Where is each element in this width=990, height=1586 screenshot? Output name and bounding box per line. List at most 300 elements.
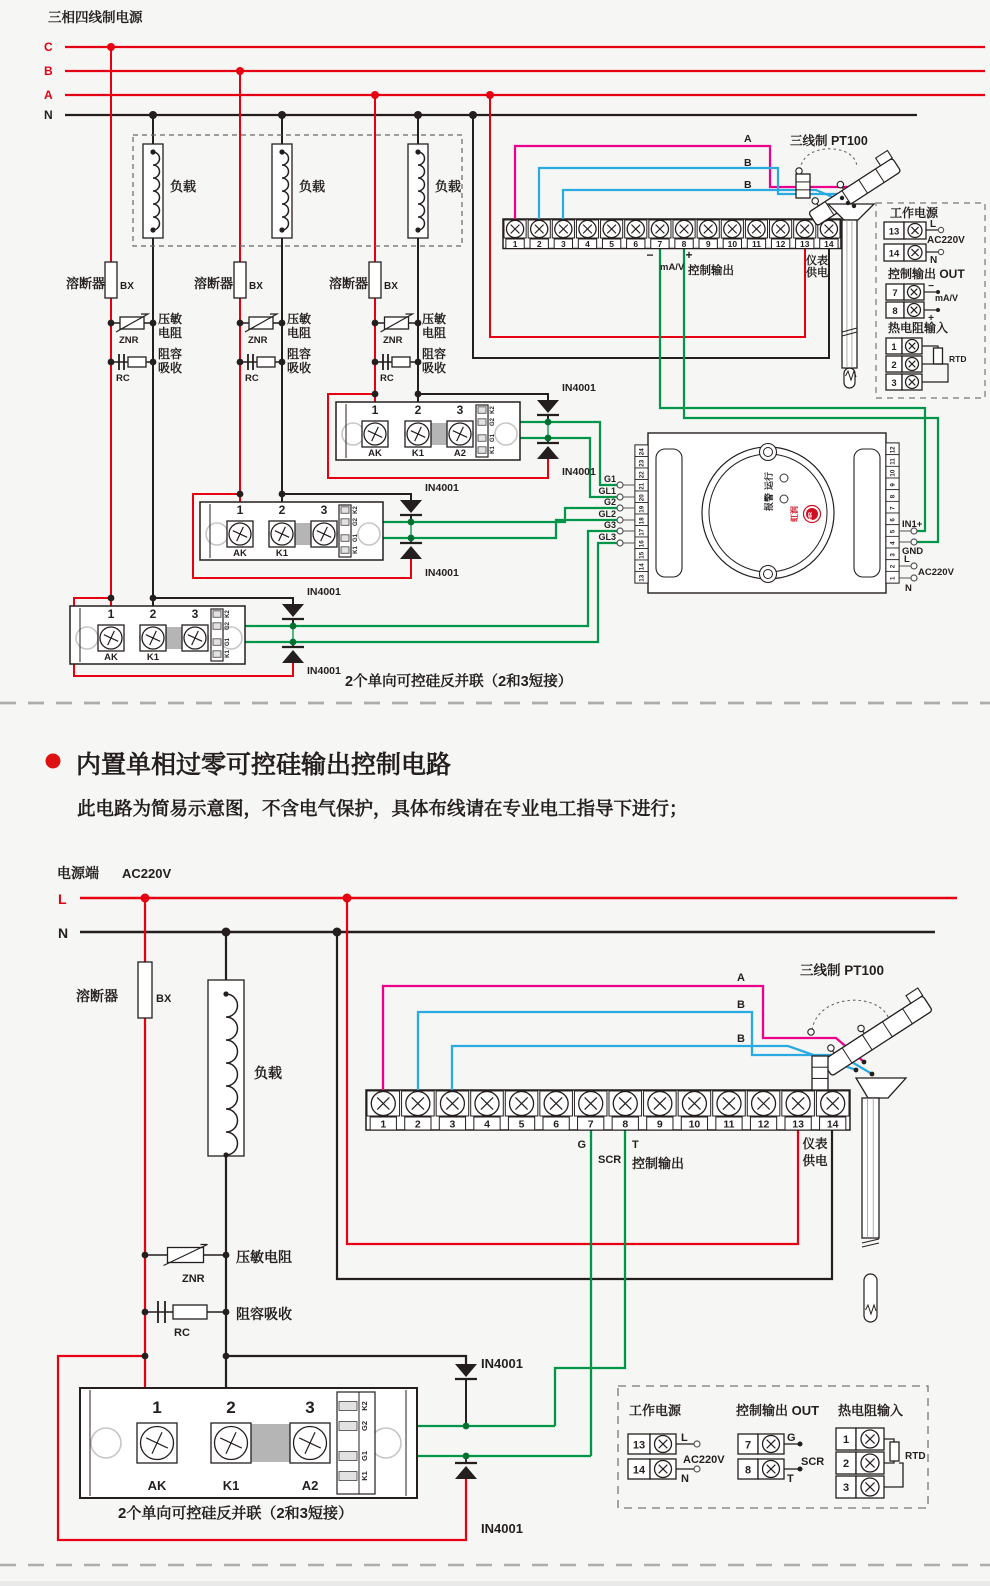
shape-rect xyxy=(173,1305,207,1319)
junction-dot xyxy=(408,519,415,526)
terminal-circle xyxy=(911,539,917,545)
controller-terminal-number: 7 xyxy=(889,506,897,510)
gate-terminal xyxy=(339,1452,357,1461)
label-common-rc: 阻容吸收 xyxy=(236,1306,292,1322)
label-top-mav: mA/V xyxy=(660,262,685,273)
label-top-controller-gnd: GND xyxy=(902,546,924,557)
gate-terminal xyxy=(478,419,486,426)
controller-terminal-number: 17 xyxy=(638,528,646,536)
terminal-number: 14 xyxy=(824,238,834,249)
label-top-panel-t3: 3 xyxy=(891,378,897,389)
label-common-wire_a: A xyxy=(737,972,745,984)
junction-dot xyxy=(290,623,297,630)
label-common-caption: 2个单向可控硅反并联（2和3短接） xyxy=(345,674,573,690)
gate-terminal-label: G2 xyxy=(225,621,231,631)
controller xyxy=(648,433,886,593)
gate-terminal xyxy=(339,1402,357,1411)
junction-dot xyxy=(223,1353,230,1360)
junction-dot xyxy=(846,201,850,205)
wire xyxy=(884,1463,903,1487)
junction-dot xyxy=(279,491,286,498)
terminal-number: 5 xyxy=(518,1118,525,1131)
sensor-funnel xyxy=(856,1078,906,1098)
junction-dot xyxy=(414,111,422,119)
terminal-number: 1 xyxy=(512,238,518,249)
terminal-circle xyxy=(617,482,623,488)
label-top-panel-power_title: 工作电源 xyxy=(890,206,939,220)
junction-dot xyxy=(279,227,284,232)
label-top-controller-gate_labels-3: GL2 xyxy=(598,509,616,519)
label-common-rc_l1: 阻容 xyxy=(422,347,447,361)
label-common-pt100: 三线制 PT100 xyxy=(790,134,868,148)
label-common-module-n1: 1 xyxy=(152,1398,162,1417)
label-common-fuse_code: BX xyxy=(120,281,134,292)
junction-dot xyxy=(463,1423,470,1430)
junction-dot xyxy=(150,227,155,232)
terminal-number: 1 xyxy=(380,1118,387,1131)
junction-dot xyxy=(469,111,477,119)
terminal-number: 11 xyxy=(723,1118,735,1131)
terminal-number: 2 xyxy=(414,1118,421,1131)
terminal-number: 7 xyxy=(587,1118,594,1131)
label-common-l: L xyxy=(904,554,910,565)
junction-dot xyxy=(371,91,379,99)
controller-terminal-number: 2 xyxy=(889,564,897,569)
label-section2-legend-rtd: RTD xyxy=(905,1451,926,1462)
junction-dot xyxy=(108,595,115,602)
terminal-number: 8 xyxy=(622,1118,629,1131)
gate-terminal-label: K1 xyxy=(360,1471,369,1481)
cap-screw-icon xyxy=(796,168,802,174)
shape-rect xyxy=(842,220,857,368)
controller-terminal-number: 9 xyxy=(889,483,897,487)
junction-dot xyxy=(372,320,379,327)
junction-dot xyxy=(222,928,231,937)
terminal-number: 6 xyxy=(553,1118,560,1131)
controller-terminal-number: 13 xyxy=(638,574,646,582)
controller-terminal-number: 10 xyxy=(889,469,897,477)
shape-rect xyxy=(934,348,943,364)
label-common-diode: IN4001 xyxy=(425,482,459,494)
label-common-load: 负载 xyxy=(170,179,197,194)
controller-terminal-number: 24 xyxy=(638,448,646,456)
label-common-pt100: 三线制 PT100 xyxy=(800,963,885,978)
shape-rect xyxy=(234,262,246,298)
meter-power-l2 xyxy=(347,898,798,1244)
junction-dot xyxy=(798,1442,803,1447)
gate-terminal-label: G1 xyxy=(360,1450,369,1462)
scr-black-feed xyxy=(153,598,293,604)
junction-dot xyxy=(142,1309,149,1316)
diode-icon xyxy=(282,604,304,617)
junction-dot xyxy=(463,1453,470,1460)
label-common-module-a2: A2 xyxy=(453,448,467,459)
label-common-diode: IN4001 xyxy=(481,1356,523,1371)
cap-screw-icon xyxy=(808,1029,814,1035)
label-common-fuse: 溶断器 xyxy=(194,276,234,291)
controller-terminal-number: 15 xyxy=(638,551,646,559)
terminal-number: 9 xyxy=(656,1118,663,1131)
diode-icon xyxy=(455,1466,477,1479)
controller-terminal-number: 23 xyxy=(638,459,646,467)
label-common-module-n3: 3 xyxy=(191,607,199,621)
junction-dot xyxy=(936,308,940,312)
diode-icon xyxy=(537,446,559,459)
run-led-icon xyxy=(780,474,788,482)
terminal-strip xyxy=(503,219,841,249)
junction-dot xyxy=(150,149,155,154)
junction-dot xyxy=(279,320,286,327)
controller-terminal-number: 5 xyxy=(889,529,897,534)
label-common-rc_code: RC xyxy=(245,373,259,384)
label-section2-scr: SCR xyxy=(598,1154,622,1166)
controller-terminal-number: 12 xyxy=(889,446,897,454)
terminal-circle xyxy=(617,494,623,500)
label-common-module-n1: 1 xyxy=(236,503,244,517)
gate-terminal-label: K2 xyxy=(353,506,359,514)
label-common-wire_b: B xyxy=(744,179,752,191)
terminal-circle xyxy=(911,563,917,569)
label-common-fuse: 溶断器 xyxy=(76,988,118,1004)
gate-terminal xyxy=(213,611,221,618)
junction-dot xyxy=(372,359,379,366)
label-top-panel-t14: 14 xyxy=(888,248,900,260)
gate-terminal xyxy=(213,651,221,658)
label-common-varistor_code: ZNR xyxy=(182,1273,205,1285)
junction-dot xyxy=(290,639,297,646)
diode-icon xyxy=(282,650,304,663)
label-common-wire_b: B xyxy=(744,157,752,169)
label-common-varistor_l2: 电阻 xyxy=(422,326,447,340)
label-top-controller-gate_labels-1: GL1 xyxy=(598,486,616,496)
shape-rect xyxy=(796,174,810,198)
diode-icon xyxy=(537,400,559,413)
label-common-varistor_l1: 压敏 xyxy=(422,312,447,326)
terminal-number: 9 xyxy=(705,238,711,249)
terminal-number: 14 xyxy=(826,1118,839,1131)
label-common-ctrl_out: 控制输出 xyxy=(632,1156,685,1171)
junction-dot xyxy=(237,491,244,498)
controller-terminal-number: 19 xyxy=(638,505,646,513)
shape-rect xyxy=(257,357,275,367)
label-section2-t: T xyxy=(632,1139,639,1151)
sensor-cap xyxy=(817,988,932,1076)
junction-dot xyxy=(415,359,422,366)
label-common-load: 负载 xyxy=(435,179,462,194)
gate-terminal-label: G2 xyxy=(490,417,496,427)
terminal-number: 12 xyxy=(757,1118,770,1131)
label-top-panel-rtd_title: 热电阻输入 xyxy=(888,321,949,335)
label-common-meter_l2: 供电 xyxy=(802,1154,828,1168)
label-top-controller-logo: HR xyxy=(808,512,814,520)
label-common-caption: 2个单向可控硅反并联（2和3短接） xyxy=(118,1505,354,1522)
terminal-number: 5 xyxy=(609,238,614,249)
label-section2-legend-t1: 1 xyxy=(842,1434,850,1446)
label-common-load: 负载 xyxy=(299,179,326,194)
gate-terminal-label: G2 xyxy=(353,517,359,527)
bullet-icon xyxy=(46,754,61,769)
shape-rect xyxy=(890,1442,899,1461)
gate-terminal-label: G1 xyxy=(225,637,231,647)
junction-dot xyxy=(415,320,422,327)
label-common-rc_code: RC xyxy=(116,373,130,384)
diode-icon xyxy=(400,546,422,559)
label-common-wire_b: B xyxy=(737,999,745,1011)
label-top-minus: − xyxy=(646,248,654,262)
label-common-diode: IN4001 xyxy=(562,466,596,478)
label-top-panel-out_title: 控制输出 OUT xyxy=(888,267,965,281)
pt100-wire-a xyxy=(515,146,866,219)
controller-terminal-number: 22 xyxy=(638,471,646,479)
label-top-controller-brand: 虹润 xyxy=(790,506,799,522)
gate-terminal-label: K2 xyxy=(225,610,231,618)
terminal-number: 6 xyxy=(633,238,639,249)
terminal-number: 2 xyxy=(536,238,542,249)
label-common-meter_l2: 供电 xyxy=(806,267,828,279)
junction-dot xyxy=(862,1060,867,1065)
terminal-circle xyxy=(617,517,623,523)
terminal-number: 4 xyxy=(585,238,590,249)
alarm-led-icon xyxy=(780,495,788,503)
junction-dot xyxy=(278,111,286,119)
label-top-panel-t2: 2 xyxy=(891,360,897,371)
label-common-rc_l2: 吸收 xyxy=(287,361,312,375)
terminal-circle xyxy=(617,505,623,511)
terminal-strip xyxy=(366,1090,850,1130)
label-common-varistor_code: ZNR xyxy=(383,335,403,346)
terminal-circle xyxy=(694,1441,700,1447)
label-top-controller-run: 运行 xyxy=(764,471,774,491)
label-common-module-ak: AK xyxy=(368,448,382,459)
terminal-number: 3 xyxy=(449,1118,456,1131)
label-common-varistor: 压敏电阻 xyxy=(236,1249,292,1265)
controller-terminal-number: 11 xyxy=(889,458,897,465)
label-common-wire_a: A xyxy=(744,133,752,145)
diode-icon xyxy=(400,500,422,513)
sensor-tip xyxy=(864,1274,877,1322)
terminal-circle xyxy=(617,540,623,546)
label-common-varistor_l2: 电阻 xyxy=(287,326,312,340)
label-top-controller-in1: IN1+ xyxy=(902,519,923,530)
label-common-ctrl_out: 控制输出 xyxy=(688,265,734,277)
label-common-module-n2: 2 xyxy=(414,403,422,417)
gate-terminal xyxy=(478,435,486,442)
gate-terminal xyxy=(339,1472,357,1481)
terminal-number: 13 xyxy=(792,1118,804,1131)
label-common-fuse_code: BX xyxy=(249,281,263,292)
shape-rect xyxy=(392,357,410,367)
label-top-phase_a: A xyxy=(44,88,53,102)
label-common-varistor_l2: 电阻 xyxy=(158,326,183,340)
junction-dot xyxy=(279,359,286,366)
terminal-number: 13 xyxy=(800,238,810,249)
junction-dot xyxy=(223,991,228,996)
label-common-fuse_code: BX xyxy=(384,281,398,292)
label-common-diode: IN4001 xyxy=(425,567,459,579)
chain-dotted-icon xyxy=(800,149,857,170)
gate-terminal xyxy=(478,447,486,454)
junction-dot xyxy=(372,391,379,398)
label-common-wire_b: B xyxy=(737,1033,745,1045)
label-section2-g: G xyxy=(577,1139,586,1151)
junction-dot xyxy=(854,1068,859,1073)
gate-terminal xyxy=(478,407,486,414)
junction-dot xyxy=(343,894,352,903)
controller-terminal-number: 3 xyxy=(889,553,897,557)
shape-rect xyxy=(128,357,146,367)
label-common-ac220v: AC220V xyxy=(683,1454,725,1466)
label-common-rc_code: RC xyxy=(380,373,394,384)
label-common-diode: IN4001 xyxy=(562,382,596,394)
label-section2-legend-scr: SCR xyxy=(801,1456,825,1468)
label-section2-legend-out_title: 控制输出 OUT xyxy=(736,1403,820,1418)
label-section2-legend-t14: 14 xyxy=(632,1464,646,1477)
label-common-rc_l1: 阻容 xyxy=(287,347,312,361)
controller-terminal-number: 20 xyxy=(638,494,646,502)
label-common-rc_l1: 阻容 xyxy=(158,347,183,361)
label-section2-legend-power_title: 工作电源 xyxy=(629,1403,682,1418)
junction-dot xyxy=(408,535,415,542)
label-common-diode: IN4001 xyxy=(307,665,341,677)
sensor-tip xyxy=(844,368,855,388)
gate-terminal xyxy=(213,623,221,630)
label-common-n: N xyxy=(930,255,938,266)
controller-terminal-number: 1 xyxy=(889,576,897,580)
gate-terminal xyxy=(339,1422,357,1431)
shape-rect xyxy=(862,1098,879,1238)
label-top-panel-t7: 7 xyxy=(892,288,898,299)
junction-dot xyxy=(486,91,494,99)
junction-dot xyxy=(415,391,422,398)
label-top-panel-minus: − xyxy=(928,281,934,292)
label-section2-legend-t2: 2 xyxy=(842,1458,850,1470)
label-common-n: N xyxy=(681,1473,689,1485)
terminal-circle xyxy=(938,249,943,254)
label-top-panel-t13: 13 xyxy=(888,226,900,238)
gate-terminal xyxy=(341,535,349,542)
terminal-number: 12 xyxy=(775,238,786,249)
shape-rect xyxy=(138,962,152,1018)
label-common-n: N xyxy=(58,925,69,941)
terminal-circle xyxy=(694,1466,700,1472)
diode-icon xyxy=(455,1364,477,1377)
label-section2-title: 内置单相过零可控硅输出控制电路 xyxy=(76,751,452,779)
controller-terminal-number: 21 xyxy=(638,482,646,490)
junction-dot xyxy=(142,1252,149,1259)
wire xyxy=(922,364,948,382)
junction-dot xyxy=(415,149,420,154)
terminal-number: 10 xyxy=(688,1118,701,1131)
label-section2-voltage: AC220V xyxy=(122,866,172,881)
scr-black-feed-b xyxy=(226,1356,466,1364)
shape-rect xyxy=(208,980,244,1156)
scr-black-feed xyxy=(282,494,411,500)
junction-dot xyxy=(870,1072,875,1077)
controller-terminal-number: 6 xyxy=(889,518,897,522)
label-top-controller-gate_labels-4: G3 xyxy=(603,520,616,530)
label-section2-note: 此电路为简易示意图，不含电气保护，具体布线请在专业电工指导下进行； xyxy=(77,798,688,819)
label-common-module-n3: 3 xyxy=(305,1398,315,1417)
junction-dot xyxy=(415,227,420,232)
gate-terminal xyxy=(213,639,221,646)
label-top-controller-gate_labels-5: GL3 xyxy=(598,532,616,542)
shape-rect xyxy=(105,262,117,298)
junction-dot xyxy=(107,43,115,51)
pt100-wire-a2 xyxy=(383,986,864,1090)
label-top-phase_c: C xyxy=(44,40,53,54)
label-common-module-n1: 1 xyxy=(107,607,115,621)
label-top-controller-alarm: 报警 xyxy=(764,492,774,512)
label-section2-legend-t3: 3 xyxy=(842,1482,850,1494)
label-common-ac220v: AC220V xyxy=(927,235,965,246)
terminal-number: 10 xyxy=(727,238,738,249)
label-common-load: 负载 xyxy=(254,1065,282,1081)
gate-terminal xyxy=(341,547,349,554)
label-section2-legend-t7: 7 xyxy=(744,1439,752,1452)
gate-terminal-label: K2 xyxy=(360,1401,369,1411)
gate-terminal-label: G2 xyxy=(360,1420,369,1432)
label-common-module-k1: K1 xyxy=(411,448,425,459)
label-common-varistor_l1: 压敏 xyxy=(287,312,312,326)
junction-dot xyxy=(150,320,157,327)
junction-dot xyxy=(545,435,552,442)
controller-terminal-number: 14 xyxy=(638,563,646,571)
terminal-number: 3 xyxy=(560,238,566,249)
shape-rect xyxy=(369,262,381,298)
junction-dot xyxy=(279,149,284,154)
label-section2-legend-t: T xyxy=(787,1473,794,1485)
label-common-ac220v: AC220V xyxy=(918,567,954,578)
label-common-l: L xyxy=(930,219,937,230)
label-common-diode: IN4001 xyxy=(481,1521,523,1536)
terminal-circle xyxy=(617,528,623,534)
label-common-module-n3: 3 xyxy=(320,503,328,517)
junction-dot xyxy=(840,196,844,200)
label-top-panel-t1: 1 xyxy=(891,342,897,353)
junction-dot xyxy=(108,320,115,327)
junction-dot xyxy=(149,111,157,119)
terminal-number: 11 xyxy=(751,238,761,249)
label-top-controller-gate_labels-0: G1 xyxy=(603,474,616,484)
label-common-n: N xyxy=(905,583,912,594)
label-common-module-ak: AK xyxy=(104,652,118,663)
controller-terminal-number: 18 xyxy=(638,517,646,525)
label-top-phase_b: B xyxy=(44,64,53,78)
label-common-varistor_l1: 压敏 xyxy=(158,312,183,326)
label-common-varistor_code: ZNR xyxy=(119,335,139,346)
gate-terminal-label: K2 xyxy=(490,406,496,414)
label-common-rc_l2: 吸收 xyxy=(158,361,183,375)
label-common-rc_l2: 吸收 xyxy=(422,361,447,375)
gate-terminal xyxy=(341,507,349,514)
label-common-fuse: 溶断器 xyxy=(66,276,106,291)
label-common-module-k1: K1 xyxy=(222,1478,240,1493)
junction-dot xyxy=(141,894,150,903)
controller-terminal-number: 8 xyxy=(889,494,897,499)
junction-dot xyxy=(545,419,552,426)
label-section2-legend-g: G xyxy=(787,1432,796,1444)
label-common-meter_l1: 仪表 xyxy=(802,1137,828,1151)
label-common-diode: IN4001 xyxy=(307,586,341,598)
junction-dot xyxy=(108,359,115,366)
junction-dot xyxy=(237,320,244,327)
gate-terminal-label: K1 xyxy=(225,650,231,658)
junction-dot xyxy=(223,1309,230,1316)
junction-dot xyxy=(236,67,244,75)
label-top-panel-rtd: RTD xyxy=(949,354,967,364)
label-common-l: L xyxy=(58,891,67,907)
label-top-phase_n: N xyxy=(44,108,53,122)
